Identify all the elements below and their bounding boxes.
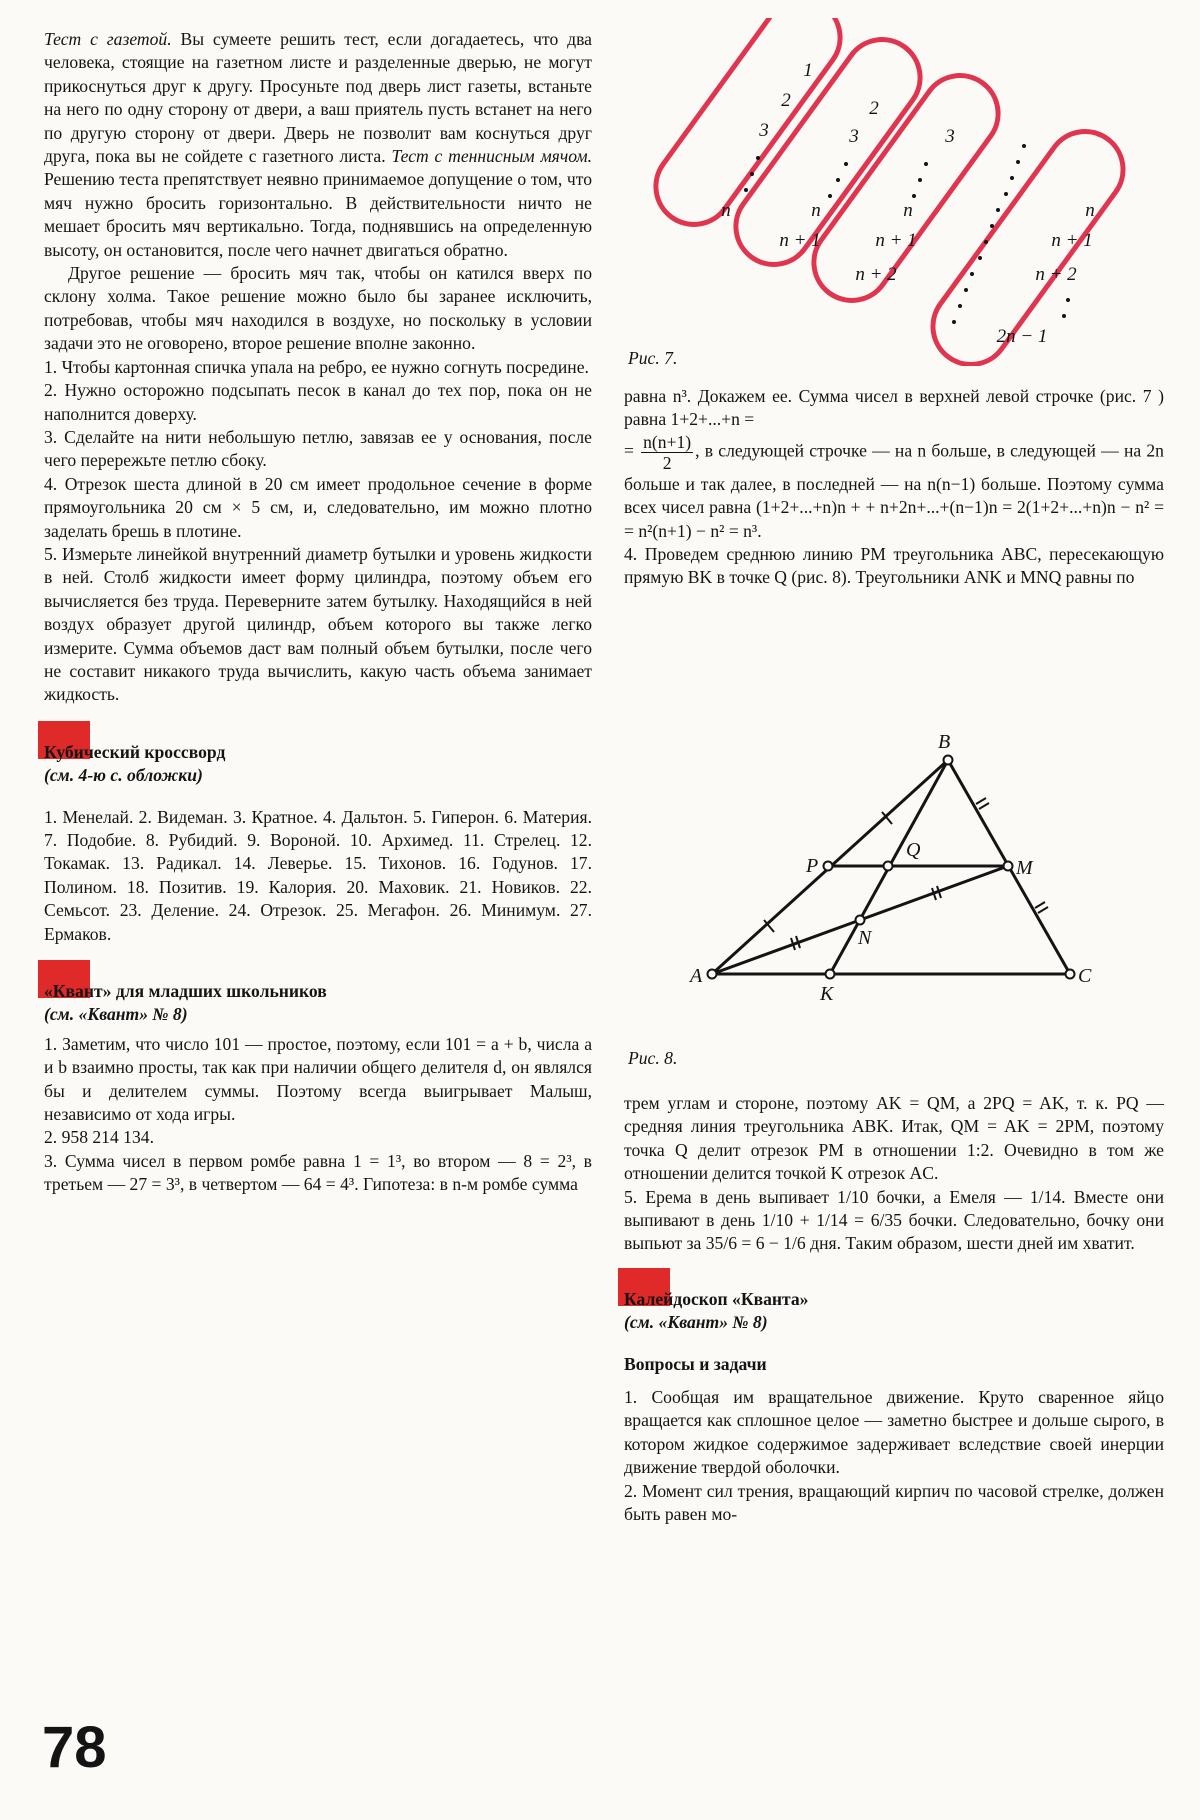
- fig7-label: 2n − 1: [996, 326, 1048, 347]
- kvant-young-answer-3: 3. Сумма чисел в первом ромбе равна 1 = 1³, во втором — 8 = 2³, в третьем — 27 = 3³, в четвертом — 64 = 4³. Гипотеза: в n-м ромбе сумма: [44, 1150, 592, 1195]
- figure-7-caption: Рис. 7.: [628, 348, 678, 368]
- fig7-label: n + 2: [1035, 264, 1077, 285]
- point-C: [1066, 970, 1075, 979]
- fig7-label: 3: [945, 126, 955, 147]
- point-Q: [884, 862, 893, 871]
- test-newspaper-text: Вы сумеете решить тест, если догадаетесь, что два человека, стоящие на газетном листе и разделенные дверью, не могут прикоснуться друг к другу. Просуньте под дверь лист газеты, встаньте на него по одну сторону от двери, а ваш приятель пусть встанет на него по другую сторону от двери. Дверь не позволит вам коснуться друг друга, пока вы не сойдете с газетного листа.: [44, 29, 592, 167]
- point-P: [824, 862, 833, 871]
- figure-8-diagram: [680, 728, 1100, 1008]
- answer-item: 5. Измерьте линейкой внутренний диаметр бутылки и уровень жидкости в ней. Столб жидкости имеет форму цилиндра, поэтому объем его вычисляется без труда. Переверните затем бутылку. Находящийся в ней воздух образует другой цилиндр, объем которого вы также легко измерите. Сумма объемов даст вам полный объем бутылки, после чего не составит никакого труда вычислить, какую часть объема занимает жидкость.: [44, 543, 592, 705]
- fig7-label: n + 1: [1051, 230, 1093, 251]
- crossword-title: Кубический кроссворд: [44, 741, 226, 762]
- answer-item: 3. Сделайте на нити небольшую петлю, завязав ее у основания, после чего перережьте петлю сбоку.: [44, 426, 592, 471]
- fig7-proof-text: , в следующей строчке — на n больше, в следующей — на 2n больше и так далее, в последней — на n(n−1) больше. Поэтому сумма всех чисел равна (1+2+...+n)n + + n+2n+...+(n−1)n = 2(1+2+...+n)n − n² = = n²(n+1) − n² = n³.: [624, 440, 1164, 541]
- answer-item: 1. Чтобы картонная спичка упала на ребро, ее нужно согнуть посредине.: [44, 356, 589, 377]
- figure-7-diagram: [620, 18, 1140, 366]
- fraction-numerator: n(n+1): [643, 431, 692, 452]
- fig7-label: 1: [803, 60, 813, 81]
- equals-sign: =: [624, 440, 640, 461]
- fig7-label: 2: [781, 90, 791, 111]
- test-ball-text: Решению теста препятствует неявно принимаемое допущение о том, что мяч нужно бросить горизонтально. В действительности ничто не мешает бросить мяч вертикально. Тогда, поднявшись на определенную высоту, он остановится, после чего начнет двигаться обратно.: [44, 169, 592, 260]
- label-N: N: [858, 927, 872, 949]
- kvant-young-title: «Квант» для младших школьников: [44, 981, 327, 1002]
- fraction: [641, 432, 693, 473]
- crossword-answers: 1. Менелай. 2. Видеман. 3. Кратное. 4. Дальтон. 5. Гиперон. 6. Материя. 7. Подобие. 8. Рубидий. 9. Вороной. 10. Архимед. 11. Стрелец. 12. Токамак. 13. Радикал. 14. Леверье. 15. Тихонов. 16. Годунов. 17. Полином. 18. Позитив. 19. Калория. 20. Маховик. 21. Новиков. 22. Семьсот. 23. Деление. 24. Отрезок. 25. Мегафон. 26. Минимум. 27. Ермаков.: [44, 806, 592, 944]
- crossword-section-header: [44, 741, 592, 788]
- answers-list: [44, 356, 592, 707]
- other-solution-paragraph: Другое решение — бросить мяч так, чтобы он катился вверх по склону холма. Такое решение можно было бы заранее исключить, потребовав, чтобы мяч находился в воздухе, но поскольку в условии задачи это не оговорено, второе решение вполне законно.: [44, 263, 592, 354]
- point-M: [1004, 862, 1013, 871]
- fig7-label: 3: [849, 126, 859, 147]
- right-column-lower: [624, 1092, 1164, 1527]
- kvant-young-section-header: [44, 980, 592, 1027]
- label-A: A: [690, 965, 703, 987]
- fig7-label: n + 1: [875, 230, 917, 251]
- answer-item: 4. Отрезок шеста длиной в 20 см имеет продольное сечение в форме прямоугольника 20 см × 5 см, и, следовательно, им можно плотно заделать брешь в плотине.: [44, 473, 592, 541]
- kvant-young-ref: (см. «Квант» № 8): [44, 1004, 188, 1025]
- question-answer-2: 2. Момент сил трения, вращающий кирпич по часовой стрелке, должен быть равен мо-: [624, 1480, 1164, 1525]
- fig7-label: 3: [759, 120, 769, 141]
- fig7-label: n + 2: [855, 264, 897, 285]
- crossword-ref: (см. 4-ю с. обложки): [44, 765, 203, 786]
- fig7-label: n: [1085, 200, 1095, 221]
- oval-1: [641, 18, 855, 240]
- point-B: [944, 756, 953, 765]
- test-newspaper-title: Тест с газетой.: [44, 29, 172, 49]
- kaleidoscope-title: Калейдоскоп «Кванта»: [624, 1288, 809, 1309]
- answer-4-continued: трем углам и стороне, поэтому AK = QM, а 2PQ = AK, т. к. PQ — средняя линия треугольника ABK. Итак, QM = AK = 2PM, поэтому точка Q делит отрезок PM в отношении 1:2. Очевидно в том же отношении делится точкой K отрезок AC.: [624, 1093, 1164, 1184]
- label-C: C: [1078, 965, 1092, 987]
- fig7-proof-part1: равна n³. Докажем ее. Сумма чисел в верхней левой строчке (рис. 7 ) равна 1+2+...+n =: [624, 386, 1164, 430]
- figure-8-caption: Рис. 8.: [628, 1048, 678, 1068]
- fraction-denominator: 2: [662, 452, 672, 473]
- point-K: [826, 970, 835, 979]
- intro-paragraph: [44, 28, 592, 262]
- kvant-young-answer-2: 2. 958 214 134.: [44, 1127, 154, 1148]
- answer-4: 4. Проведем среднюю линию PM треугольника ABC, пересекающую прямую BK в точке Q (рис. 8). Треугольники ANK и MNQ равны по: [624, 544, 1164, 588]
- fig7-label: 2: [869, 98, 879, 119]
- oval-3: [799, 60, 1013, 315]
- fig7-label: n + 1: [779, 230, 821, 251]
- label-B: B: [938, 731, 951, 753]
- questions-heading: Вопросы и задачи: [624, 1353, 767, 1374]
- kaleidoscope-ref: (см. «Квант» № 8): [624, 1312, 768, 1333]
- kaleidoscope-section-header: [624, 1288, 1164, 1335]
- label-Q: Q: [906, 839, 921, 861]
- page-number: 78: [42, 1715, 107, 1780]
- kvant-young-answer-1: 1. Заметим, что число 101 — простое, поэтому, если 101 = a + b, числа a и b взаимно просты, так как при наличии общего делителя d, он являлся бы и делителем суммы. Поэтому всегда выигрывает Малыш, независимо от хода игры.: [44, 1033, 592, 1125]
- point-N: [856, 916, 865, 925]
- answer-5: 5. Ерема в день выпивает 1/10 бочки, а Емеля — 1/14. Вместе они выпивают в день 1/10 + 1/14 = 6/35 бочки. Следовательно, бочку они выпьют за 35/6 = 6 − 1/6 дня. Таким образом, шести дней им хватит.: [624, 1186, 1164, 1254]
- label-K: K: [820, 983, 834, 1005]
- question-answer-1: 1. Сообщая им вращательное движение. Круто сваренное яйцо вращается как сплошное целое — заметно быстрее и дольше сырого, в котором жидкое содержимое задерживает вследствие своей инерции движение твердой оболочки.: [624, 1387, 1164, 1478]
- left-column: [44, 28, 592, 1197]
- test-ball-title: Тест с теннисным мячом.: [391, 146, 592, 167]
- fig7-label: n: [811, 200, 821, 221]
- answer-item: 2. Нужно осторожно подсыпать песок в канал до тех пор, пока он не наполнится доверху.: [44, 380, 592, 424]
- label-P: P: [806, 855, 819, 877]
- right-column: [624, 385, 1164, 590]
- label-M: M: [1016, 857, 1033, 879]
- point-A: [708, 970, 717, 979]
- fig7-label: n: [903, 200, 913, 221]
- fig7-proof-part2: [624, 432, 1164, 543]
- fig7-label: n: [721, 200, 731, 221]
